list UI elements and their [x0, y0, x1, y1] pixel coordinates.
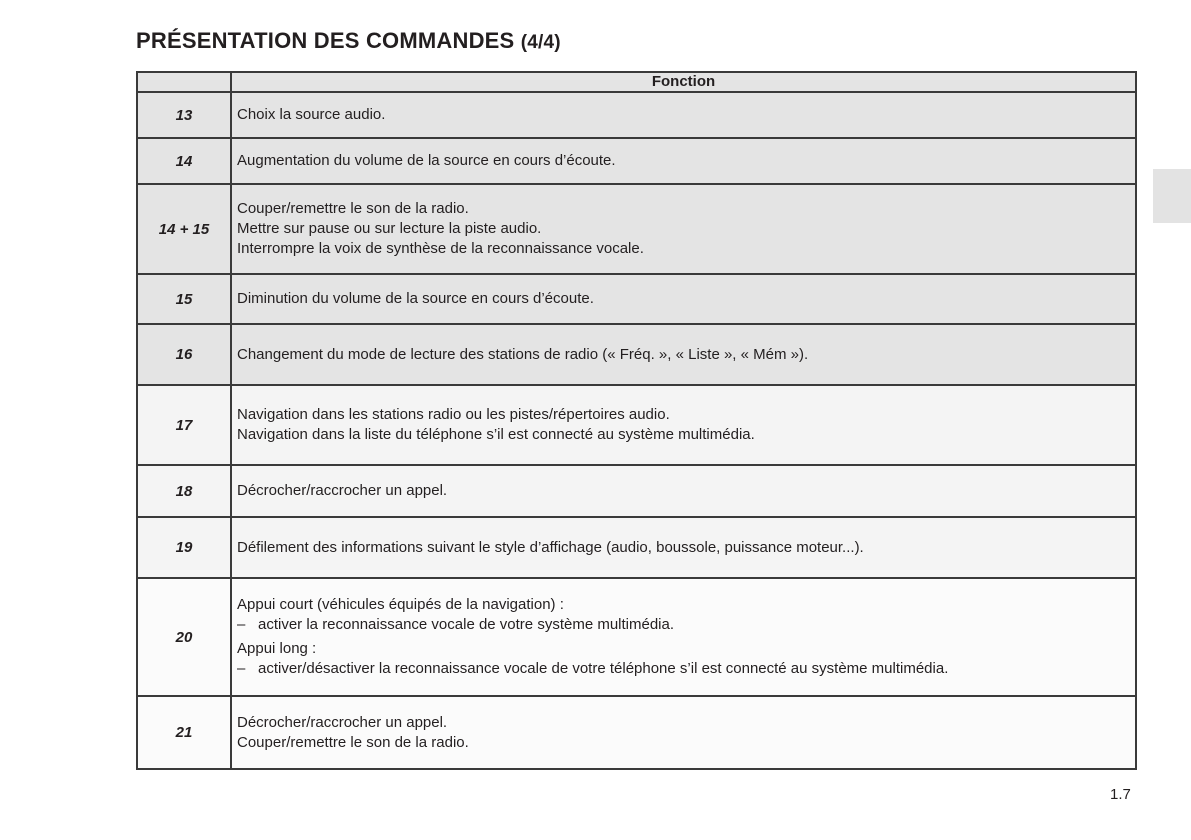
dash-marker: –: [237, 660, 246, 677]
control-number: 15: [137, 274, 231, 324]
chapter-side-tab: [1153, 169, 1191, 223]
function-line: Diminution du volume de la source en cours d’écoute.: [237, 290, 594, 307]
dash-marker: –: [237, 616, 246, 633]
table-row: [137, 578, 1136, 696]
header-number-cell: [137, 72, 231, 92]
control-function: [231, 92, 1136, 138]
table-row: [137, 517, 1136, 578]
page-title-main: PRÉSENTATION DES COMMANDES: [136, 28, 515, 53]
short-press-item: [237, 615, 1135, 635]
control-function: [231, 274, 1136, 324]
table-row: [137, 184, 1136, 274]
table-row: [137, 92, 1136, 138]
control-number: 13: [137, 92, 231, 138]
page-number: 1.7: [1110, 786, 1131, 803]
control-number: 17: [137, 385, 231, 465]
control-function: [231, 696, 1136, 769]
function-line: Décrocher/raccrocher un appel.: [237, 482, 448, 499]
control-number: 14: [137, 138, 231, 184]
control-function: [231, 517, 1136, 578]
control-function: [231, 465, 1136, 517]
control-number: 21: [137, 696, 231, 769]
short-press-label: Appui court (véhicules équipés de la navigation) :: [237, 596, 564, 613]
function-line: Mettre sur pause ou sur lecture la piste audio.: [237, 220, 542, 237]
table-header-row: [137, 72, 1136, 92]
control-function: [231, 184, 1136, 274]
page-title-suffix: (4/4): [520, 32, 561, 53]
control-number: 19: [137, 517, 231, 578]
long-press-label: Appui long :: [237, 640, 317, 657]
control-number: 20: [137, 578, 231, 696]
function-line: Défilement des informations suivant le style d’affichage (audio, boussole, puissance moteur...).: [237, 538, 864, 556]
controls-table: [136, 71, 1137, 770]
function-line: Couper/remettre le son de la radio.: [237, 733, 469, 751]
page-title: [136, 28, 561, 54]
table-row: [137, 465, 1136, 517]
control-function: [231, 324, 1136, 385]
table-row: [137, 324, 1136, 385]
table-row: [137, 385, 1136, 465]
function-line: Couper/remettre le son de la radio.: [237, 200, 469, 217]
function-line: Interrompre la voix de synthèse de la reconnaissance vocale.: [237, 240, 644, 257]
function-line: Augmentation du volume de la source en cours d’écoute.: [237, 152, 616, 169]
function-line: Navigation dans la liste du téléphone s’il est connecté au système multimédia.: [237, 426, 755, 443]
long-press-item: [237, 659, 1135, 679]
control-number: 14 + 15: [137, 184, 231, 274]
table-row: [137, 696, 1136, 769]
header-function-cell: Fonction: [231, 72, 1136, 92]
control-number: 16: [137, 324, 231, 385]
function-line: Choix la source audio.: [237, 106, 386, 123]
long-press-item-text: activer/désactiver la reconnaissance vocale de votre téléphone s’il est connecté au système multimédia.: [258, 660, 949, 677]
control-function: [231, 138, 1136, 184]
table-row: [137, 274, 1136, 324]
control-number: 18: [137, 465, 231, 517]
table-row: [137, 138, 1136, 184]
function-line: Décrocher/raccrocher un appel.: [237, 713, 448, 731]
function-line: Navigation dans les stations radio ou les pistes/répertoires audio.: [237, 406, 670, 423]
control-function: [231, 385, 1136, 465]
function-line: Changement du mode de lecture des stations de radio (« Fréq. », « Liste », « Mém »).: [237, 345, 809, 363]
control-function: [231, 578, 1136, 696]
short-press-item-text: activer la reconnaissance vocale de votre système multimédia.: [258, 616, 675, 633]
